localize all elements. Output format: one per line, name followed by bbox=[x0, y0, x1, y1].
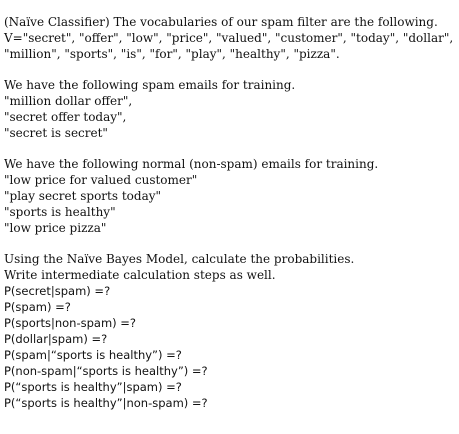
question bbox=[4, 395, 459, 411]
question-text: P(spam) =? bbox=[4, 300, 71, 314]
spam-heading: We have the following spam emails for training. bbox=[4, 78, 296, 92]
normal-email: "play secret sports today" bbox=[4, 189, 162, 203]
intro-line: V="secret", "offer", "low", "price", "valued", "customer", "today", "dollar", bbox=[4, 31, 454, 45]
spam-email: "secret offer today", bbox=[4, 110, 127, 124]
question bbox=[4, 331, 459, 347]
intro-block bbox=[4, 14, 459, 62]
task-line: Write intermediate calculation steps as well. bbox=[4, 268, 276, 282]
normal-heading: We have the following normal (non-spam) emails for training. bbox=[4, 157, 379, 171]
question bbox=[4, 379, 459, 395]
question-text: P(sports|non-spam) =? bbox=[4, 316, 137, 330]
question bbox=[4, 363, 459, 379]
question-text: P(secret|spam) =? bbox=[4, 284, 111, 298]
question-text: P(“sports is healthy”|spam) =? bbox=[4, 380, 182, 394]
document-page bbox=[4, 14, 459, 411]
questions-block bbox=[4, 283, 459, 411]
spam-email: "million dollar offer", bbox=[4, 94, 133, 108]
question-text: P(“sports is healthy”|non-spam) =? bbox=[4, 396, 208, 410]
normal-emails-block bbox=[4, 156, 459, 236]
intro-line: "million", "sports", "is", "for", "play", "healthy", "pizza". bbox=[4, 47, 340, 61]
normal-email: "low price for valued customer" bbox=[4, 173, 198, 187]
question-text: P(spam|“sports is healthy”) =? bbox=[4, 348, 182, 362]
question-text: P(non-spam|“sports is healthy”) =? bbox=[4, 364, 208, 378]
question bbox=[4, 299, 459, 315]
normal-email: "sports is healthy" bbox=[4, 205, 116, 219]
spam-email: "secret is secret" bbox=[4, 126, 108, 140]
question bbox=[4, 283, 459, 299]
task-line: Using the Naïve Bayes Model, calculate the probabilities. bbox=[4, 252, 355, 266]
intro-line: (Naïve Classifier) The vocabularies of our spam filter are the following. bbox=[4, 15, 438, 29]
question bbox=[4, 347, 459, 363]
question-text: P(dollar|spam) =? bbox=[4, 332, 108, 346]
normal-email: "low price pizza" bbox=[4, 221, 107, 235]
question bbox=[4, 315, 459, 331]
task-block bbox=[4, 251, 459, 283]
spam-emails-block bbox=[4, 77, 459, 141]
